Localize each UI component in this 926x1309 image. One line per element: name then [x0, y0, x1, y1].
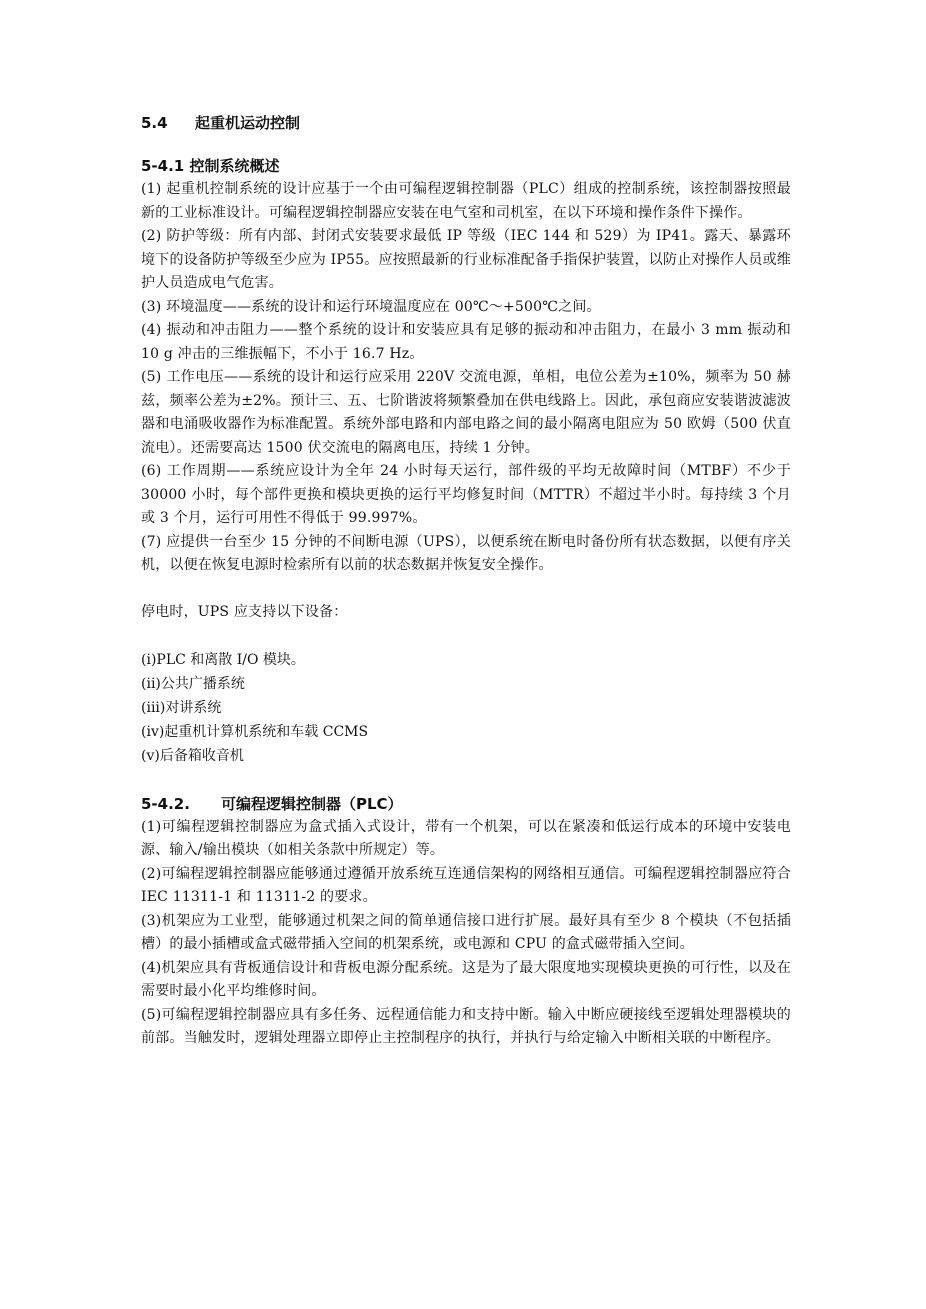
sub1-paragraph-2: (2) 防护等级：所有内部、封闭式安装要求最低 IP 等级（IEC 144 和 529）为 IP41。露天、暴露环境下的设备防护等级至少应为 IP55。应按照最新的行业标准配备手指保护装置，以防止对操作人员或维护人员造成电气危害。 [141, 228, 791, 291]
spacer [141, 625, 791, 649]
sub1-paragraph-6: (6) 工作周期——系统应设计为全年 24 小时每天运行，部件级的平均无故障时间（MTBF）不少于 30000 小时，每个部件更换和模块更换的运行平均修复时间（MTTR）不超过半小时。每持续 3 个月或 3 个月，运行可用性不得低于 99.997%。 [141, 463, 791, 526]
sub2-paragraph-4: (4)机架应具有背板通信设计和背板电源分配系统。这是为了最大限度地实现模块更换的可行性，以及在需要时最小化平均维修时间。 [141, 959, 791, 999]
subsection-1-heading: 5-4.1 控制系统概述 [141, 157, 280, 175]
ups-list-item: (v)后备箱收音机 [141, 748, 244, 764]
sub2-paragraph-1: (1)可编程逻辑控制器应为盒式插入式设计，带有一个机架，可以在紧凑和低运行成本的环境中安装电源、输入/输出模块（如相关条款中所规定）等。 [141, 818, 791, 858]
ups-list-item: (i)PLC 和离散 I/O 模块。 [141, 652, 305, 668]
sub1-paragraph-7: (7) 应提供一台至少 15 分钟的不间断电源（UPS），以便系统在断电时备份所有状态数据，以便有序关机，以便在恢复电源时检索所有以前的状态数据并恢复安全操作。 [141, 533, 791, 573]
sub1-paragraph-4: (4) 振动和冲击阻力——整个系统的设计和安装应具有足够的振动和冲击阻力，在最小 3 mm 振动和 10 g 冲击的三维振幅下，不小于 16.7 Hz。 [141, 322, 791, 362]
ups-intro: 停电时，UPS 应支持以下设备： [141, 604, 348, 620]
section-heading [141, 111, 791, 135]
document-content [141, 111, 791, 1051]
spacer [141, 578, 791, 602]
ups-list-item: (ii)公共广播系统 [141, 676, 245, 692]
ups-list-item: (iv)起重机计算机系统和车载 CCMS [141, 724, 369, 740]
subsection-2-heading [141, 792, 791, 816]
ups-list-item: (iii)对讲系统 [141, 700, 222, 716]
section-number: 5.4 [141, 114, 168, 132]
sub1-paragraph-1: (1) 起重机控制系统的设计应基于一个由可编程逻辑控制器（PLC）组成的控制系统，该控制器按照最新的工业标准设计。可编程逻辑控制器应安装在电气室和司机室，在以下环境和操作条件下操作。 [141, 181, 791, 221]
subsection-2-title: 可编程逻辑控制器（PLC） [221, 794, 403, 813]
sub1-paragraph-5: (5) 工作电压——系统的设计和运行应采用 220V 交流电源，单相，电位公差为±10%，频率为 50 赫兹，频率公差为±2%。预计三、五、七阶谐波将频繁叠加在供电线路上。因此，承包商应安装谐波滤波器和电涌吸收器作为标准配置。系统外部电路和内部电路之间的最小隔离电阻应为 50 欧姆（500 伏直流电）。还需要高达 1500 伏交流电的隔离电压，持续 1 分钟。 [141, 369, 791, 456]
section-title: 起重机运动控制 [195, 114, 301, 132]
sub2-paragraph-2: (2)可编程逻辑控制器应能够通过遵循开放系统互连通信架构的网络相互通信。可编程逻辑控制器应符合 IEC 11311-1 和 11311-2 的要求。 [141, 865, 791, 905]
sub2-paragraph-3: (3)机架应为工业型，能够通过机架之间的简单通信接口进行扩展。最好具有至少 8 个模块（不包括插槽）的最小插槽或盒式磁带插入空间的机架系统，或电源和 CPU 的盒式磁带插入空间。 [141, 912, 791, 952]
spacer [141, 768, 791, 792]
sub1-paragraph-3: (3) 环境温度——系统的设计和运行环境温度应在 00℃～+500℃之间。 [141, 298, 601, 315]
sub2-paragraph-5: (5)可编程逻辑控制器应具有多任务、远程通信能力和支持中断。输入中断应硬接线至逻辑处理器模块的前部。当触发时，逻辑处理器立即停止主控制程序的执行，并执行与给定输入中断相关联的中断程序。 [141, 1006, 791, 1046]
subsection-2-number: 5-4.2. [141, 794, 190, 813]
